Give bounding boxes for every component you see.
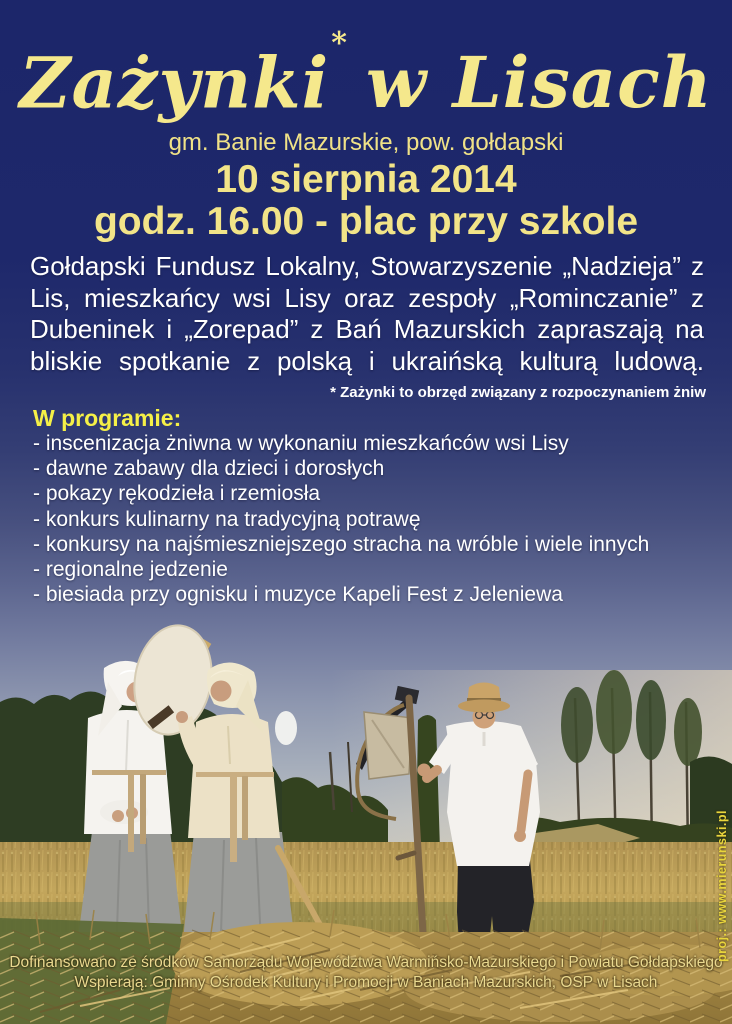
background-person bbox=[275, 711, 297, 745]
program-item: - biesiada przy ognisku i muzyce Kapeli Fest z Jeleniewa bbox=[33, 583, 563, 607]
designer-watermark: proj.: www.mierunski.pl bbox=[715, 809, 729, 962]
title-asterisk: * bbox=[331, 26, 348, 61]
program-item: - inscenizacja żniwna w wykonaniu mieszkańców wsi Lisy bbox=[33, 432, 569, 455]
title-word: w Lisach bbox=[365, 41, 713, 125]
event-time-place: godz. 16.00 - plac przy szkole bbox=[93, 200, 639, 243]
credits-line-2: Wspierają: Gminny Ośrodek Kultury i Promocji w Baniach Mazurskich, OSP w Lisach bbox=[74, 973, 658, 991]
program-item: - konkursy na najśmieszniejszego stracha na wróble i wiele innych bbox=[33, 532, 650, 556]
intro-paragraph: Gołdapski Fundusz Lokalny, Stowarzyszenie „Nadzieja” z Lis, mieszkańcy wsi Lisy oraz zespoły „Rominczanie” z Dubeninek i „Zorepad” z Bań Mazurskich zapraszają na bliskie spotkanie z polską i ukraińską kulturą ludową. bbox=[30, 251, 704, 376]
field-scene-photo bbox=[0, 520, 732, 1024]
event-date: 10 sierpnia 2014 bbox=[215, 158, 517, 201]
funding-credits bbox=[0, 953, 732, 992]
footnote: * Zażynki to obrzęd związany z rozpoczynaniem żniw bbox=[330, 384, 706, 401]
title-word: Zażynki bbox=[19, 41, 330, 125]
program-heading: W programie: bbox=[33, 405, 182, 431]
program-item: - konkurs kulinarny na tradycyjną potrawę bbox=[33, 507, 421, 531]
poster-title bbox=[0, 26, 732, 125]
program-item: - pokazy rękodzieła i rzemiosła bbox=[33, 482, 321, 506]
program-item: - dawne zabawy dla dzieci i dorosłych bbox=[33, 457, 385, 481]
credits-line-1: Dofinansowano ze środków Samorządu Województwa Warmińsko-Mazurskiego i Powiatu Gołdapskiego bbox=[9, 954, 723, 971]
poster-subtitle: gm. Banie Mazurskie, pow. gołdapski bbox=[168, 129, 564, 156]
program-item: - regionalne jedzenie bbox=[33, 558, 228, 582]
